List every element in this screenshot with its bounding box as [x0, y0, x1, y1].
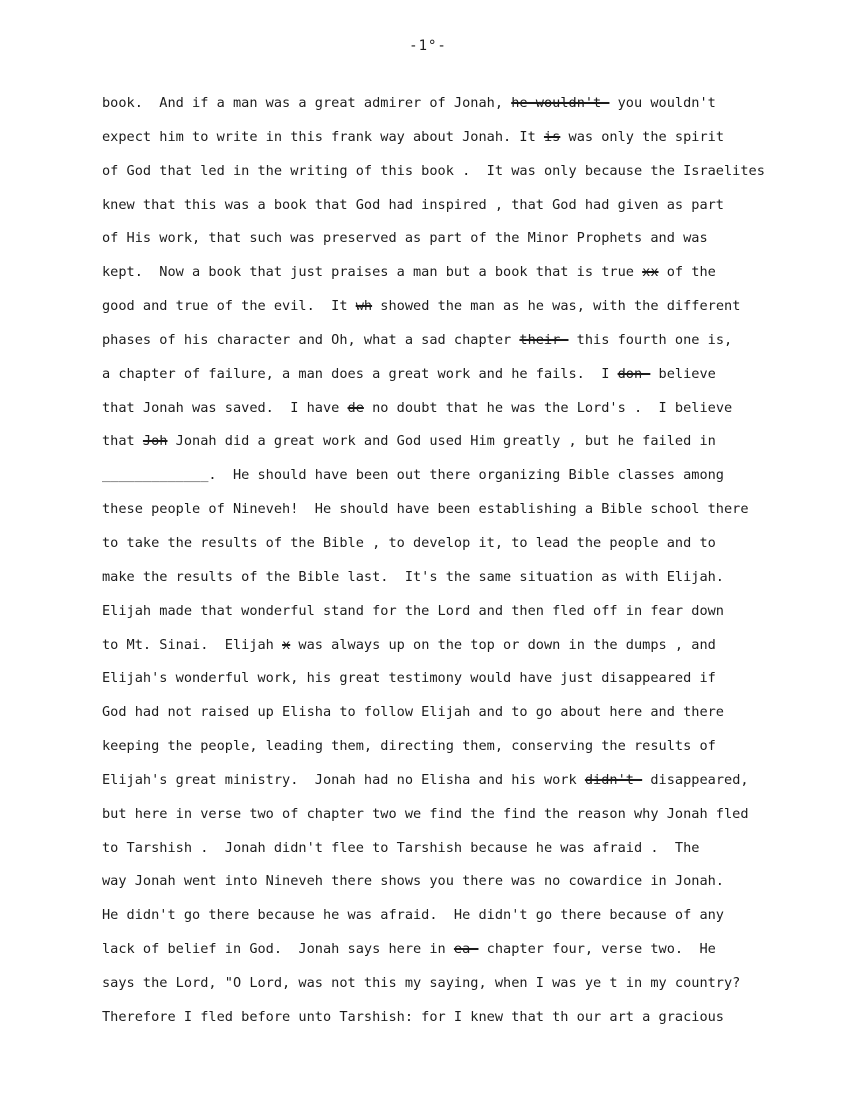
text-line: [102, 363, 802, 397]
line-text: these people of Nineveh! He should have been establishing a Bible school there: [102, 501, 749, 518]
line-text: believe: [650, 365, 716, 382]
line-text: God had not raised up Elisha to follow Elijah and to go about here and there: [102, 704, 724, 721]
line-text: make the results of the Bible last. It's the same situation as with Elijah.: [102, 568, 724, 585]
struck-text: he-wouldn't-: [511, 95, 610, 111]
text-line: [102, 126, 802, 160]
line-text: keeping the people, leading them, directing them, conserving the results of: [102, 738, 716, 755]
text-line: [102, 1006, 802, 1040]
line-text: kept. Now a book that just praises a man but a book that is true: [102, 264, 643, 281]
line-text: you wouldn't: [609, 95, 716, 111]
struck-text: don-: [617, 365, 651, 382]
struck-text: xx: [642, 264, 659, 281]
text-line: [102, 566, 802, 600]
text-line: [102, 600, 802, 634]
line-text: good and true of the evil. It: [102, 298, 356, 315]
text-line: [102, 803, 802, 837]
line-text: _____________. He should have been out there organizing Bible classes among: [102, 467, 724, 484]
line-text: book. And if a man was a great admirer of Jonah,: [102, 95, 512, 111]
line-text: this fourth one is,: [568, 331, 733, 348]
text-line: [102, 667, 802, 701]
text-line: [102, 194, 802, 228]
line-text: says the Lord, "O Lord, was not this my saying, when I was ye t in my country?: [102, 974, 741, 991]
line-text: to Mt. Sinai. Elijah: [102, 636, 283, 653]
text-line: [102, 261, 802, 295]
text-line: [102, 837, 802, 871]
line-text: to take the results of the Bible , to develop it, to lead the people and to: [102, 534, 716, 551]
line-text: expect him to write in this frank way about Jonah. It: [102, 128, 544, 145]
text-line: [102, 92, 802, 126]
line-text: was always up on the top or down in the dumps , and: [290, 636, 716, 653]
line-text: of His work, that such was preserved as part of the Minor Prophets and was: [102, 230, 708, 247]
text-line: [102, 735, 802, 769]
line-text: that Jonah was saved. I have: [102, 399, 348, 416]
text-line: [102, 464, 802, 498]
line-text: to Tarshish . Jonah didn't flee to Tarshish because he was afraid . The: [102, 839, 700, 856]
body-text: [102, 92, 802, 1040]
line-text: Therefore I fled before unto Tarshish: for I knew that th our art a gracious: [102, 1008, 724, 1025]
text-line: [102, 160, 802, 194]
line-text: no doubt that he was the Lord's . I believe: [363, 399, 733, 416]
line-text: showed the man as he was, with the different: [372, 298, 741, 315]
text-line: [102, 430, 802, 464]
text-line: [102, 938, 802, 972]
line-text: a chapter of failure, a man does a great work and he fails. I: [102, 365, 618, 382]
text-line: [102, 532, 802, 566]
line-text: of God that led in the writing of this book . It was only because the Israelites: [102, 162, 765, 179]
text-line: [102, 329, 802, 363]
line-text: lack of belief in God. Jonah says here in: [102, 941, 454, 958]
line-text: that: [102, 433, 143, 450]
struck-text: Joh: [142, 433, 168, 450]
line-text: Elijah's wonderful work, his great testimony would have just disappeared if: [102, 670, 716, 687]
text-line: [102, 634, 802, 668]
text-line: [102, 397, 802, 431]
line-text: Elijah's great ministry. Jonah had no Elisha and his work: [102, 771, 585, 788]
struck-text: is: [543, 128, 561, 145]
page-number: -1°-: [409, 38, 447, 54]
line-text: but here in verse two of chapter two we find the find the reason why Jonah fled: [102, 805, 749, 822]
line-text: phases of his character and Oh, what a sad chapter: [102, 331, 520, 348]
text-line: [102, 227, 802, 261]
text-line: [102, 498, 802, 532]
text-line: [102, 972, 802, 1006]
text-line: [102, 769, 802, 803]
struck-text: ea-: [453, 941, 479, 958]
struck-text: x: [282, 636, 291, 653]
line-text: was only the spirit: [560, 128, 725, 145]
line-text: way Jonah went into Nineveh there shows you there was no cowardice in Jonah.: [102, 873, 724, 890]
struck-text: de: [347, 399, 364, 416]
line-text: Jonah did a great work and God used Him greatly , but he failed in: [167, 433, 716, 450]
struck-text: didn't-: [584, 771, 643, 788]
text-line: [102, 904, 802, 938]
text-line: [102, 701, 802, 735]
text-line: [102, 870, 802, 904]
line-text: He didn't go there because he was afraid. He didn't go there because of any: [102, 907, 724, 924]
line-text: Elijah made that wonderful stand for the Lord and then fled off in fear down: [102, 602, 724, 619]
line-text: of the: [658, 264, 716, 281]
text-line: [102, 295, 802, 329]
struck-text: their-: [519, 331, 569, 348]
line-text: chapter four, verse two. He: [478, 941, 716, 958]
line-text: disappeared,: [642, 771, 749, 788]
line-text: knew that this was a book that God had inspired , that God had given as part: [102, 196, 724, 213]
struck-text: wh: [355, 298, 373, 315]
